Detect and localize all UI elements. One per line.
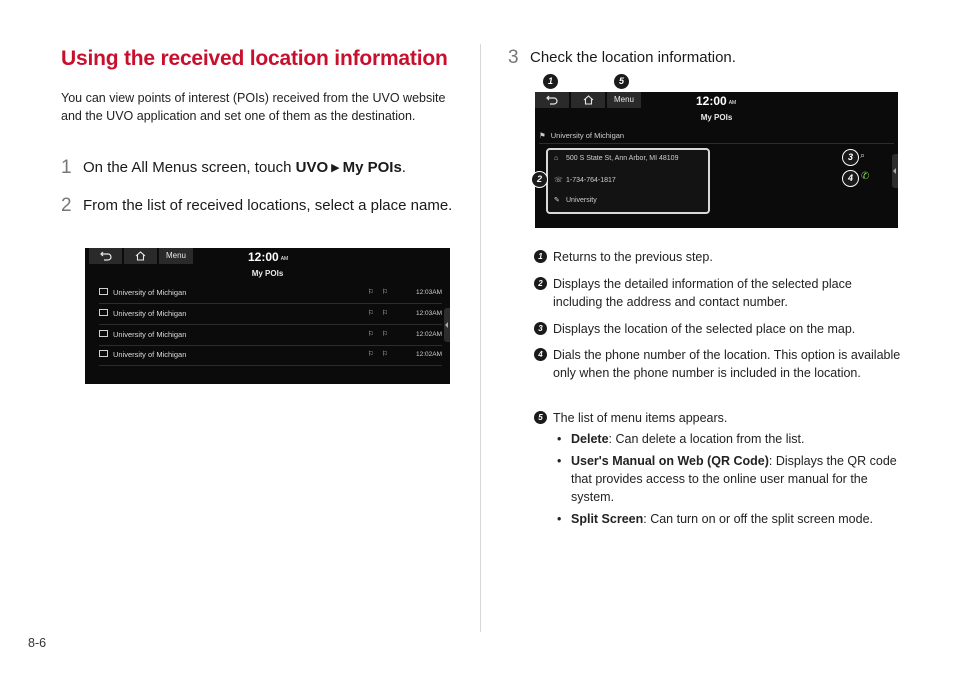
arrow-right-icon: ▶ xyxy=(331,162,340,174)
menu-button[interactable]: Menu xyxy=(159,248,193,264)
place-name: ⚑ University of Michigan xyxy=(539,131,625,140)
step-1: 1 On the All Menus screen, touch UVO ▶ My POIs. xyxy=(61,157,406,178)
address-line: ⌂ 500 S State St, Ann Arbor, MI 48109 xyxy=(554,155,679,162)
pencil-icon: ✎ xyxy=(554,197,560,204)
step-number: 2 xyxy=(61,195,72,216)
home-icon xyxy=(135,251,146,261)
callout-5: 5 xyxy=(614,74,629,89)
poi-list-screen xyxy=(85,248,450,384)
menu-button[interactable]: Menu xyxy=(607,92,641,108)
step-text: From the list of received locations, select a place name. xyxy=(83,197,453,214)
legend-item-5: 5 The list of menu items appears. xyxy=(534,409,904,427)
callout-badge: 2 xyxy=(534,277,547,290)
step-text: On the All Menus screen, touch xyxy=(83,159,296,176)
bullet-split-screen: • Split Screen: Can turn on or off the split screen mode. xyxy=(557,512,874,526)
side-panel-handle[interactable] xyxy=(892,154,898,188)
legend-item-1: 1 Returns to the previous step. xyxy=(534,248,904,266)
callout-2: 2 xyxy=(532,172,547,187)
callout-badge: 1 xyxy=(534,250,547,263)
envelope-icon xyxy=(99,330,108,337)
my-pois-label: My POIs xyxy=(342,159,402,176)
clock: 12:00 AM xyxy=(248,250,289,264)
back-arrow-icon xyxy=(546,95,558,105)
flag-icons: ⚐⚐ xyxy=(367,310,396,317)
envelope-icon xyxy=(99,309,108,316)
home-button[interactable] xyxy=(571,92,605,108)
list-item[interactable]: University of Michigan ⚐⚐ 12:03AM xyxy=(99,283,442,304)
envelope-icon xyxy=(99,288,108,295)
callout-3: 3 xyxy=(843,150,858,165)
screen-title: My POIs xyxy=(251,269,284,278)
column-divider xyxy=(480,44,481,632)
legend-item-3: 3 Displays the location of the selected place on the map. xyxy=(534,320,904,338)
flag-icon: ⚑ xyxy=(539,131,546,140)
back-button[interactable] xyxy=(535,92,569,108)
flag-icons: ⚐⚐ xyxy=(367,289,396,296)
phone-icon[interactable]: ✆ xyxy=(861,171,870,182)
step-number: 3 xyxy=(508,47,519,68)
category-line: ✎ University xyxy=(554,197,597,204)
flag-icons: ⚐⚐ xyxy=(367,351,396,358)
home-icon xyxy=(583,95,594,105)
screen-title: My POIs xyxy=(700,113,733,122)
home-button[interactable] xyxy=(124,248,157,264)
phone-line: ☏ 1-734-764-1817 xyxy=(554,177,616,184)
step-2 xyxy=(61,194,461,217)
intro-paragraph: You can view points of interest (POIs) received from the UVO website and the UVO application and set one of them as the destination. xyxy=(61,91,446,123)
callout-badge: 5 xyxy=(534,411,547,424)
clock: 12:00 AM xyxy=(696,94,737,108)
list-item[interactable]: University of Michigan ⚐⚐ 12:03AM xyxy=(99,304,442,325)
uvo-label: UVO xyxy=(295,159,329,176)
legend-item-4: 4 Dials the phone number of the location. This option is available only when the phone number is included in the location. xyxy=(534,346,904,382)
side-panel-handle[interactable] xyxy=(444,308,450,342)
page-number: 8-6 xyxy=(28,636,47,650)
home-icon: ⌂ xyxy=(554,155,559,162)
flag-icons: ⚐⚐ xyxy=(367,331,396,338)
list-item[interactable]: University of Michigan ⚐⚐ 12:02AM xyxy=(99,325,442,346)
list-item[interactable]: University of Michigan ⚐⚐ 12:02AM xyxy=(99,345,442,366)
phone-book-icon: ☏ xyxy=(554,177,563,184)
bullet-delete: • Delete: Can delete a location from the list. xyxy=(557,432,805,446)
callout-4: 4 xyxy=(843,171,858,186)
callout-1: 1 xyxy=(543,74,558,89)
callout-badge: 3 xyxy=(534,322,547,335)
step-3 xyxy=(508,46,928,69)
callout-badge: 4 xyxy=(534,348,547,361)
bullet-users-manual: • User's Manual on Web (QR Code): Displays the QR code that provides access to the online user manual for the system. xyxy=(557,454,897,504)
section-title: Using the received location information xyxy=(61,47,448,70)
step-number: 1 xyxy=(61,157,72,178)
back-button[interactable] xyxy=(89,248,122,264)
place-info-box xyxy=(546,148,710,214)
step-text: Check the location information. xyxy=(530,49,736,66)
envelope-icon xyxy=(99,350,108,357)
map-search-icon[interactable]: ⌕ xyxy=(860,150,866,160)
legend-item-2: 2 Displays the detailed information of the selected place including the address and contact number. xyxy=(534,275,904,311)
back-arrow-icon xyxy=(100,251,112,261)
